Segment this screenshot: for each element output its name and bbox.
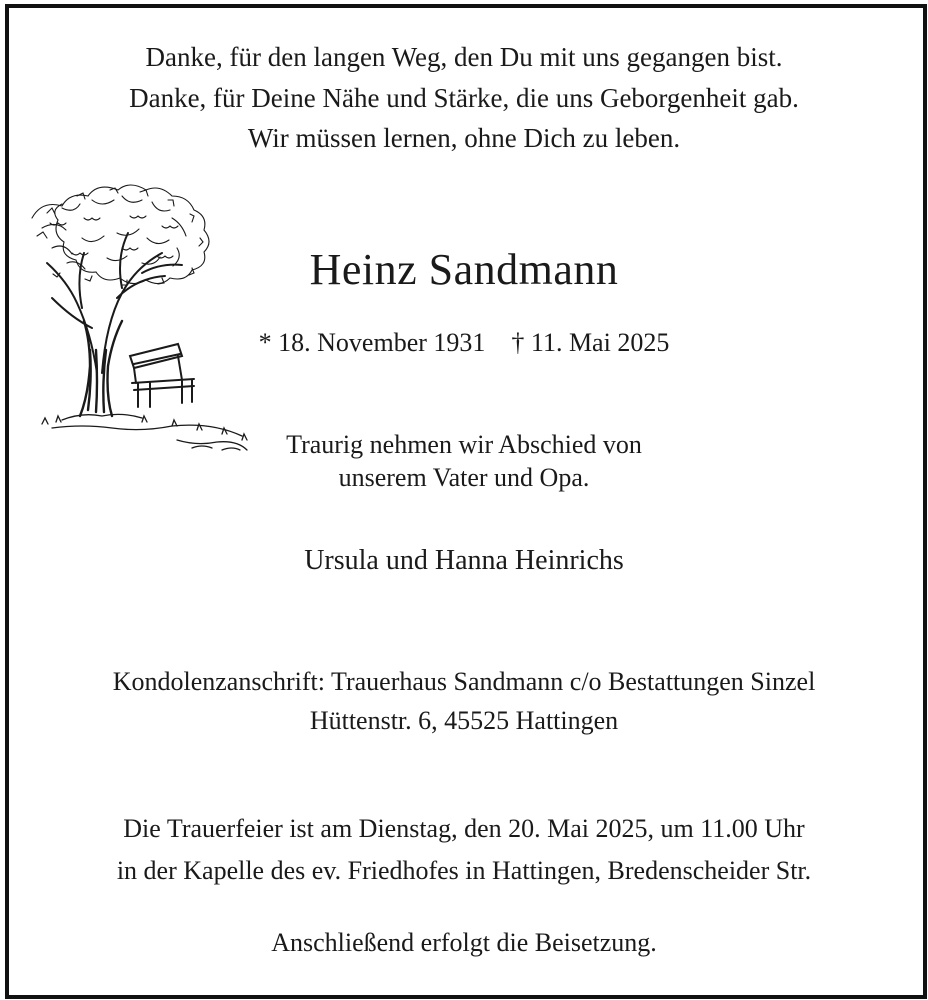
tree-with-bench-icon: [22, 178, 272, 453]
farewell-message-line-2: unserem Vater und Opa.: [338, 463, 590, 492]
deceased-name: Heinz Sandmann: [309, 245, 619, 294]
poem-line-2: Danke, für Deine Nähe und Stärke, die uns Geborgenheit gab.: [129, 83, 799, 113]
poem-line-1: Danke, für den langen Weg, den Du mit uns gegangen bist.: [145, 42, 783, 72]
ceremony-info-line-2: in der Kapelle des ev. Friedhofes in Hattingen, Bredenscheider Str.: [116, 856, 812, 885]
ceremony-info-line-1: Die Trauerfeier ist am Dienstag, den 20. Mai 2025, um 11.00 Uhr: [123, 814, 805, 843]
poem-line-3: Wir müssen lernen, ohne Dich zu leben.: [247, 123, 681, 153]
death-date: † 11. Mai 2025: [511, 328, 670, 357]
life-dates: [0, 328, 928, 358]
mourners-names: Ursula und Hanna Heinrichs: [304, 545, 624, 576]
condolence-address-line-2: Hüttenstr. 6, 45525 Hattingen: [309, 706, 619, 735]
condolence-address-line-1: Kondolenzanschrift: Trauerhaus Sandmann c/o Bestattungen Sinzel: [112, 667, 816, 696]
birth-date: * 18. November 1931: [258, 328, 486, 357]
farewell-message-line-1: Traurig nehmen wir Abschied von: [286, 430, 642, 459]
burial-info: Anschließend erfolgt die Beisetzung.: [271, 928, 657, 957]
